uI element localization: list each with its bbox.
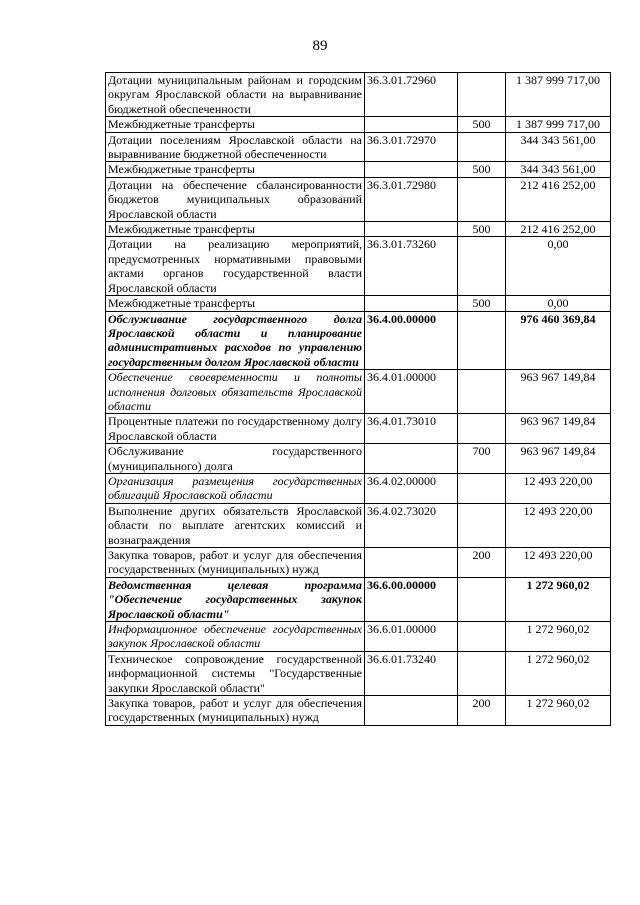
row-code-cell: 36.3.01.72970 (365, 132, 458, 162)
table-row (106, 370, 611, 414)
table-row (106, 651, 611, 695)
table-row (106, 577, 611, 621)
row-sum-cell: 1 387 999 717,00 (506, 117, 611, 132)
table-row (106, 548, 611, 578)
row-name-cell: Дотации поселениям Ярославской области на выравнивание бюджетной обеспеченности (106, 132, 365, 162)
row-sum-cell: 1 272 960,02 (506, 622, 611, 652)
row-sum-cell: 963 967 149,84 (506, 444, 611, 474)
row-code-cell (365, 548, 458, 578)
row-code-cell: 36.3.01.72980 (365, 177, 458, 221)
row-sum-cell: 344 343 561,00 (506, 162, 611, 177)
table-row (106, 73, 611, 117)
row-expense-type-cell (458, 132, 506, 162)
row-sum-cell: 212 416 252,00 (506, 222, 611, 237)
row-expense-type-cell (458, 311, 506, 370)
row-code-cell: 36.6.00.00000 (365, 577, 458, 621)
row-name-cell: Межбюджетные трансферты (106, 296, 365, 311)
row-code-cell: 36.4.00.00000 (365, 311, 458, 370)
table-row (106, 222, 611, 237)
table-row (106, 296, 611, 311)
row-expense-type-cell (458, 177, 506, 221)
row-sum-cell: 1 272 960,02 (506, 577, 611, 621)
row-sum-cell: 212 416 252,00 (506, 177, 611, 221)
table-row (106, 622, 611, 652)
row-expense-type-cell (458, 577, 506, 621)
row-name-cell: Обслуживание государственного долга Ярославской области и планирование административных расходов по управлению государственным долгом Ярославской области (106, 311, 365, 370)
row-code-cell (365, 222, 458, 237)
row-name-cell: Межбюджетные трансферты (106, 117, 365, 132)
row-code-cell: 36.6.01.00000 (365, 622, 458, 652)
table-row (106, 503, 611, 547)
budget-table (105, 72, 611, 726)
row-expense-type-cell: 200 (458, 696, 506, 726)
row-code-cell: 36.4.02.73020 (365, 503, 458, 547)
table-row (106, 696, 611, 726)
row-expense-type-cell: 700 (458, 444, 506, 474)
row-code-cell (365, 117, 458, 132)
table-row (106, 237, 611, 296)
row-expense-type-cell: 500 (458, 162, 506, 177)
row-expense-type-cell (458, 370, 506, 414)
row-sum-cell: 0,00 (506, 237, 611, 296)
row-sum-cell: 1 272 960,02 (506, 651, 611, 695)
row-expense-type-cell (458, 651, 506, 695)
row-code-cell (365, 162, 458, 177)
row-sum-cell: 12 493 220,00 (506, 503, 611, 547)
row-code-cell: 36.4.02.00000 (365, 473, 458, 503)
row-code-cell: 36.3.01.72960 (365, 73, 458, 117)
row-code-cell: 36.4.01.73010 (365, 414, 458, 444)
row-sum-cell: 963 967 149,84 (506, 414, 611, 444)
table-row (106, 444, 611, 474)
row-code-cell (365, 696, 458, 726)
row-name-cell: Процентные платежи по государственному долгу Ярославской области (106, 414, 365, 444)
row-sum-cell: 963 967 149,84 (506, 370, 611, 414)
table-row (106, 117, 611, 132)
row-expense-type-cell (458, 237, 506, 296)
budget-table-body (106, 73, 611, 726)
row-code-cell (365, 444, 458, 474)
row-code-cell: 36.6.01.73240 (365, 651, 458, 695)
table-row (106, 177, 611, 221)
row-name-cell: Техническое сопровождение государственной информационной системы "Государственные закупки Ярославской области" (106, 651, 365, 695)
row-expense-type-cell (458, 622, 506, 652)
row-sum-cell: 12 493 220,00 (506, 548, 611, 578)
row-expense-type-cell (458, 414, 506, 444)
row-expense-type-cell: 200 (458, 548, 506, 578)
row-name-cell: Обслуживание государственного (муниципального) долга (106, 444, 365, 474)
row-sum-cell: 0,00 (506, 296, 611, 311)
row-expense-type-cell (458, 473, 506, 503)
row-name-cell: Организация размещения государственных облигаций Ярославской области (106, 473, 365, 503)
row-name-cell: Межбюджетные трансферты (106, 222, 365, 237)
row-name-cell: Дотации на обеспечение сбалансированности бюджетов муниципальных образований Ярославской области (106, 177, 365, 221)
row-sum-cell: 1 272 960,02 (506, 696, 611, 726)
row-name-cell: Обеспечение своевременности и полноты исполнения долговых обязательств Ярославской области (106, 370, 365, 414)
row-name-cell: Дотации на реализацию мероприятий, предусмотренных нормативными правовыми актами органов государственной власти Ярославской области (106, 237, 365, 296)
table-row (106, 132, 611, 162)
row-sum-cell: 1 387 999 717,00 (506, 73, 611, 117)
row-expense-type-cell (458, 503, 506, 547)
row-name-cell: Закупка товаров, работ и услуг для обеспечения государственных (муниципальных) нужд (106, 696, 365, 726)
table-row (106, 473, 611, 503)
table-row (106, 414, 611, 444)
row-name-cell: Ведомственная целевая программа "Обеспечение государственных закупок Ярославской области" (106, 577, 365, 621)
row-expense-type-cell: 500 (458, 222, 506, 237)
row-expense-type-cell: 500 (458, 117, 506, 132)
row-name-cell: Дотации муниципальным районам и городским округам Ярославской области на выравнивание бюджетной обеспеченности (106, 73, 365, 117)
row-name-cell: Закупка товаров, работ и услуг для обеспечения государственных (муниципальных) нужд (106, 548, 365, 578)
page-number: 89 (312, 38, 328, 54)
row-sum-cell: 344 343 561,00 (506, 132, 611, 162)
table-row (106, 162, 611, 177)
row-expense-type-cell (458, 73, 506, 117)
row-code-cell: 36.3.01.73260 (365, 237, 458, 296)
row-expense-type-cell: 500 (458, 296, 506, 311)
row-code-cell: 36.4.01.00000 (365, 370, 458, 414)
row-sum-cell: 976 460 369,84 (506, 311, 611, 370)
row-name-cell: Выполнение других обязательств Ярославской области по выплате агентских комиссий и вознаграждения (106, 503, 365, 547)
row-name-cell: Информационное обеспечение государственных закупок Ярославской области (106, 622, 365, 652)
table-row (106, 311, 611, 370)
row-code-cell (365, 296, 458, 311)
row-name-cell: Межбюджетные трансферты (106, 162, 365, 177)
row-sum-cell: 12 493 220,00 (506, 473, 611, 503)
